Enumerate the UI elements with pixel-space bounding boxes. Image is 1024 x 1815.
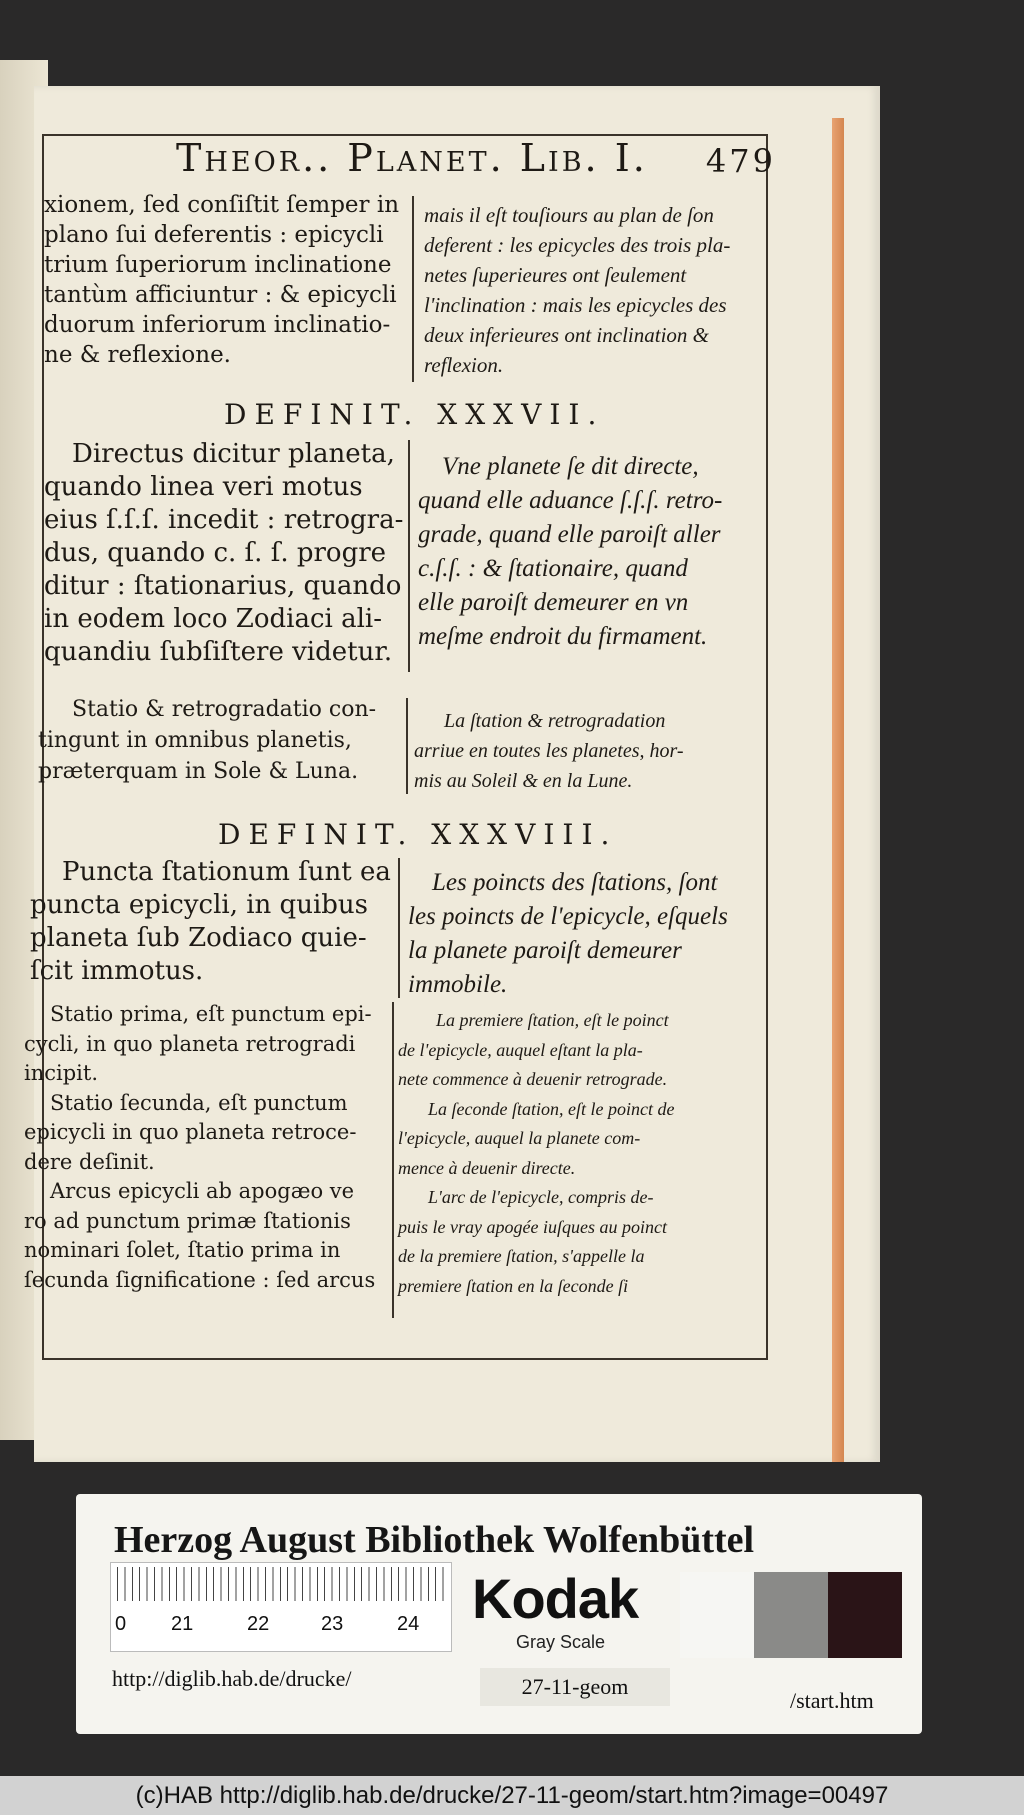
text-line: netes ſuperieures ont ſeulement [424, 263, 687, 287]
text-line: cycli, in quo planeta retrogradi [24, 1031, 356, 1056]
ruler-number: 22 [247, 1613, 270, 1635]
def37-french [418, 450, 722, 654]
ruler-number: 23 [321, 1613, 344, 1635]
library-color-card [76, 1494, 922, 1734]
page-edge-tint [832, 118, 844, 1462]
ruler-number: 21 [171, 1613, 194, 1635]
column-divider [398, 858, 400, 998]
text-line: immobile. [408, 971, 508, 998]
block1-french [424, 200, 730, 380]
text-line: deferent : les epicycles des trois pla- [424, 233, 731, 257]
text-line: les poincts de l'epicycle, eſquels [408, 903, 728, 930]
text-line: Vne planete ſe dit directe, [442, 453, 699, 480]
text-line: Puncta ſtationum ſunt ea [62, 857, 391, 887]
text-line: Arcus epicycli ab apogæo ve [50, 1179, 355, 1203]
text-line: l'epicycle, auquel la planete com- [398, 1128, 641, 1148]
text-line: plano ſui deferentis : epicycli [44, 222, 384, 248]
text-line: Statio & retrogradatio con- [72, 697, 377, 722]
text-line: ro ad punctum primæ ſtationis [24, 1208, 351, 1233]
text-line: mais il eſt touſiours au plan de ſon [424, 203, 714, 227]
text-line: trium ſuperiorum inclinatione [44, 252, 392, 278]
gray-scale-label: Gray Scale [516, 1632, 606, 1652]
definition-38-heading: DEFINIT. XXXVIII. [218, 818, 618, 851]
copyright-footer: (c)HAB http://diglib.hab.de/drucke/27-11-geom/start.htm?image=00497 [0, 1776, 1024, 1815]
text-line: planeta ſub Zodiaco quie- [30, 923, 367, 953]
text-line: deux inferieures ont inclination & [424, 323, 710, 347]
text-line: mence à deuenir directe. [398, 1157, 576, 1178]
text-line: Directus dicitur planeta, [72, 439, 395, 469]
text-line: ſcit immotus. [30, 956, 204, 986]
text-line: ſecunda ſignificatione : ſed arcus [24, 1267, 376, 1292]
gray-swatch-mid [754, 1572, 828, 1658]
def38-french [408, 866, 728, 1002]
text-line: duorum inferiorum inclinatio- [44, 312, 391, 338]
text-line: incipit. [24, 1061, 98, 1085]
text-line: ne & reflexione. [44, 342, 231, 368]
page-number: 479 [705, 142, 776, 180]
gray-swatch-light [680, 1572, 754, 1658]
text-line: quando linea veri motus [44, 472, 363, 502]
text-line: tantùm afficiuntur : & epicycli [44, 282, 397, 308]
text-line: de l'epicycle, auquel eſtant la pla- [398, 1039, 643, 1060]
text-line: premiere ſtation en la ſeconde ſi [398, 1275, 629, 1296]
text-line: Statio ſecunda, eſt punctum [50, 1090, 348, 1115]
running-header [176, 134, 776, 184]
url-id-label: 27-11-geom [480, 1668, 670, 1706]
text-line: præterquam in Sole & Luna. [38, 759, 359, 784]
text-line: mis au Soleil & en la Lune. [414, 770, 633, 792]
text-line: la planete paroiſt demeurer [408, 937, 682, 964]
text-line: reflexion. [424, 353, 504, 377]
column-divider [406, 698, 408, 794]
text-line: l'inclination : mais les epicycles des [424, 293, 727, 317]
text-line: de la premiere ſtation, s'appelle la [398, 1246, 645, 1266]
text-line: nete commence à deuenir retrograde. [398, 1069, 668, 1089]
text-line: grade, quand elle paroiſt aller [418, 521, 721, 548]
def38-latin-notes [24, 1000, 375, 1295]
def37-latin-note [38, 694, 376, 787]
kodak-logo: Kodak [472, 1567, 639, 1630]
ruler-ticks [117, 1567, 445, 1601]
def38-latin [30, 856, 391, 988]
text-line: meſme endroit du firmament. [418, 623, 708, 650]
text-line: arriue en toutes les planetes, hor- [414, 740, 684, 762]
text-line: quand elle aduance ſ.ſ.ſ. retro- [418, 487, 723, 514]
ruler-number: 0 [115, 1613, 127, 1635]
text-line: L'arc de l'epicycle, compris de- [428, 1187, 654, 1207]
def37-latin [44, 438, 403, 669]
text-line: dere deſinit. [24, 1149, 155, 1174]
def38-french-notes [398, 1006, 674, 1301]
column-divider [392, 1002, 394, 1318]
text-line: Les poincts des ſtations, ſont [432, 869, 718, 896]
text-line: xionem, ſed conſiſtit ſemper in [44, 192, 400, 218]
text-line: epicycli in quo planeta retroce- [24, 1120, 357, 1144]
definition-37-heading: DEFINIT. XXXVII. [224, 398, 605, 431]
library-name: Herzog August Bibliothek Wolfenbüttel [114, 1519, 755, 1561]
url-base-label: http://diglib.hab.de/drucke/ [112, 1666, 352, 1691]
text-line: dus, quando c. ſ. ſ. progre [44, 538, 387, 568]
text-line: puncta epicycli, in quibus [30, 890, 368, 920]
column-divider [412, 196, 414, 382]
text-line: eius ſ.ſ.ſ. incedit : retrogra- [44, 505, 404, 535]
text-line: c.ſ.ſ. : & ſtationaire, quand [418, 555, 688, 582]
def37-french-note [414, 706, 684, 796]
column-divider [408, 440, 410, 672]
text-line: tingunt in omnibus planetis, [38, 728, 352, 753]
text-line: Statio prima, eſt punctum epi- [50, 1002, 372, 1026]
text-line: La ſeconde ſtation, eſt le poinct de [428, 1098, 675, 1119]
text-line: La premiere ſtation, eſt le poinct [436, 1010, 669, 1030]
text-line: elle paroiſt demeurer en vn [418, 589, 689, 616]
text-line: nominari ſolet, ſtatio prima in [24, 1238, 341, 1262]
ruler-number: 24 [397, 1613, 420, 1635]
text-line: La ſtation & retrogradation [444, 710, 666, 732]
url-suffix-label: /start.htm [790, 1688, 874, 1713]
gray-swatch-dark [828, 1572, 902, 1658]
text-line: ditur : ſtationarius, quando [44, 571, 402, 601]
scale-ruler [110, 1562, 452, 1652]
block1-latin [44, 190, 399, 370]
running-title: Theor.. Planet. Lib. I. [176, 136, 648, 180]
text-line: puis le vray apogée iuſques au poinct [398, 1216, 667, 1237]
text-line: in eodem loco Zodiaci ali- [44, 604, 382, 634]
text-line: quandiu ſubſiſtere videtur. [44, 637, 393, 667]
